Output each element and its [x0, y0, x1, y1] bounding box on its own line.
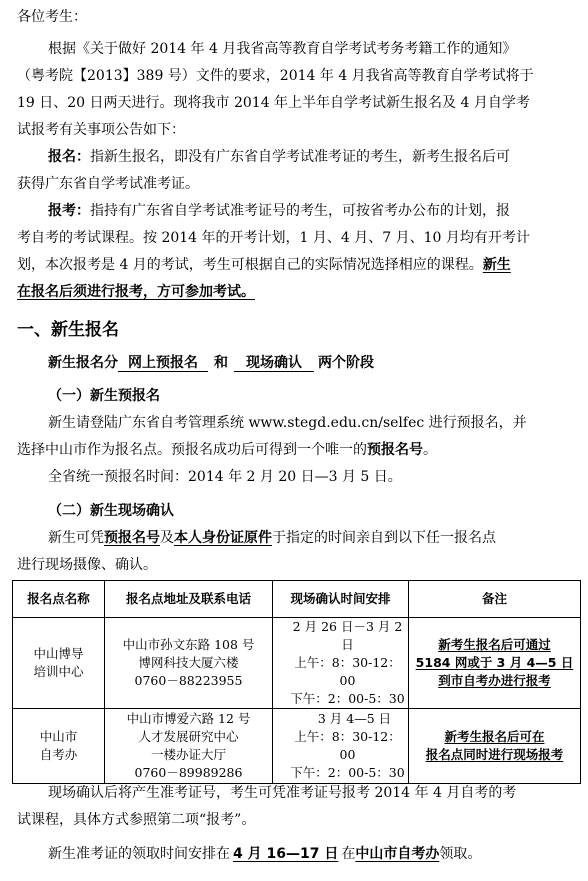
site-name-cell [13, 709, 105, 784]
time-cell [273, 709, 409, 784]
address-line: 一楼办证大厅 [150, 747, 226, 762]
sub2-line-1e: 于指定的时间亲自到以下任一报名点 [272, 530, 496, 546]
baokao-text-2: 考自考的考试课程。按 2014 年的开考计划，1 月、4 月、7 月、10 月均有开考计 [17, 230, 530, 246]
section-1-heading: 一、新生报名 [17, 320, 119, 340]
registration-sites-table [12, 580, 581, 784]
remark-line: 报名点同时进行现场报考 [425, 747, 564, 762]
baokao-text-3a: 划，本次报考是 4 月的考试，考生可根据自己的实际情况选择相应的课程。 [17, 257, 483, 273]
address-cell [105, 709, 273, 784]
phone-number: 0760－88223955 [134, 673, 243, 688]
header-site-name: 报名点名称 [13, 581, 105, 618]
salutation: 各位考生： [17, 9, 87, 25]
after-line-3a: 新生准考证的领取时间安排在 [48, 846, 230, 862]
phases-text-a: 新生报名分 [48, 355, 118, 371]
remarks-cell [409, 618, 581, 709]
date-range: 2 月 26 日－3 月 2 日 [292, 619, 403, 652]
address-line: 中山市孙文东路 108 号 [122, 637, 255, 652]
phase-online: 网上预报名 [118, 355, 208, 372]
time-cell [273, 618, 409, 709]
date-range: 3 月 4—5 日 [317, 711, 392, 726]
afternoon-hours: 下午：2：00-5：30 [290, 691, 405, 706]
header-address: 报名点地址及联系电话 [105, 581, 273, 618]
baokao-text-3 [17, 256, 511, 274]
table-row [13, 618, 581, 709]
header-time: 现场确认时间安排 [273, 581, 409, 618]
baoming-text-1: 指新生报名，即没有广东省自学考试准考证的考生，新考生报名后可 [90, 149, 510, 165]
after-line-3c: 在 [341, 846, 356, 862]
address-line: 博网科技大厦六楼 [138, 655, 239, 670]
site-name-line: 自考办 [39, 747, 78, 762]
address-line: 中山市博爱六路 12 号 [126, 711, 251, 726]
baokao-emphasis-end: 在报名后须进行报考，方可参加考试。 [17, 284, 255, 300]
required-id-card: 本人身份证原件 [174, 530, 272, 546]
baokao-term: 报考： [48, 203, 90, 219]
sub2-line-1 [48, 529, 496, 547]
phases-text-and: 和 [214, 355, 228, 371]
remark-line: 新考生报名后可在 [444, 729, 545, 744]
morning-hours: 上午：8：30-12：00 [294, 655, 401, 688]
address-line: 人才发展研究中心 [138, 729, 239, 744]
sub2-line-2: 进行现场摄像、确认。 [17, 557, 157, 573]
sub2-line-1a: 新生可凭 [48, 530, 104, 546]
subsection-2-heading: （二）新生现场确认 [48, 503, 174, 519]
sub1-line-2c: 。 [423, 442, 437, 458]
baokao-text-1: 指持有广东省自学考试准考证号的考生，可按省考办公布的计划，报 [90, 203, 510, 219]
registration-phases [48, 354, 374, 372]
card-pickup-location: 中山市自考办 [355, 846, 440, 862]
phases-text-end: 两个阶段 [318, 355, 374, 371]
card-pickup-date: 4 月 16—17 日 [233, 846, 339, 862]
address-cell [105, 618, 273, 709]
after-line-1: 现场确认后将产生准考证号，考生可凭准考证号报考 2014 年 4 月自考的考 [48, 785, 517, 801]
sub1-line-3: 全省统一预报名时间：2014 年 2 月 20 日—3 月 5 日。 [48, 469, 402, 485]
intro-line-1: 根据《关于做好 2014 年 4 月我省高等教育自学考试考务考籍工作的通知》 [48, 41, 517, 57]
baokao-emphasis-start: 新生 [482, 257, 511, 273]
table-header-row [13, 581, 581, 618]
remarks-cell [409, 709, 581, 784]
remark-line: 新考生报名后可通过 [438, 637, 551, 652]
table-row [13, 709, 581, 784]
intro-line-4: 试报考有关事项公告如下： [17, 122, 185, 138]
baoming-term: 报名： [48, 149, 90, 165]
remark-line: 到市自考办进行报考 [438, 673, 551, 688]
baoming-text-2: 获得广东省自学考试准考证。 [17, 176, 199, 192]
baokao-emphasis [17, 283, 255, 301]
pre-registration-number: 预报名号 [367, 442, 423, 458]
site-name-cell [13, 618, 105, 709]
after-line-2: 试课程，具体方式参照第二项“报考”。 [17, 812, 256, 828]
baokao-definition [48, 202, 510, 220]
site-name-line: 中山博导 [33, 646, 84, 661]
afternoon-hours: 下午：2：00-5：30 [290, 765, 405, 780]
sub1-line-1: 新生请登陆广东省自考管理系统 www.stegd.edu.cn/selfec 进行预报名，并 [48, 415, 527, 431]
sub2-line-1c: 及 [160, 530, 174, 546]
baoming-definition [48, 148, 510, 166]
after-line-3e: 领取。 [439, 846, 482, 862]
required-pre-reg-number: 预报名号 [104, 530, 160, 546]
site-name-line: 培训中心 [33, 664, 84, 679]
sub1-line-2 [17, 441, 437, 459]
phase-onsite: 现场确认 [234, 355, 314, 372]
header-remarks: 备注 [409, 581, 581, 618]
subsection-1-heading: （一）新生预报名 [48, 388, 160, 404]
phone-number: 0760－89989286 [134, 765, 243, 780]
remark-line: 5184 网或于 3 月 4—5 日 [415, 655, 574, 670]
intro-line-3: 19 日、20 日两天进行。现将我市 2014 年上半年自学考试新生报名及 4 月自学考 [17, 95, 530, 111]
morning-hours: 上午：8：30-12：00 [294, 729, 401, 762]
site-name-line: 中山市 [39, 729, 78, 744]
intro-line-2: （粤考院【2013】389 号）文件的要求，2014 年 4 月我省高等教育自学考试将于 [17, 68, 534, 84]
sub1-line-2a: 选择中山市作为报名点。预报名成功后可得到一个唯一的 [17, 442, 367, 458]
after-line-3 [48, 845, 481, 863]
